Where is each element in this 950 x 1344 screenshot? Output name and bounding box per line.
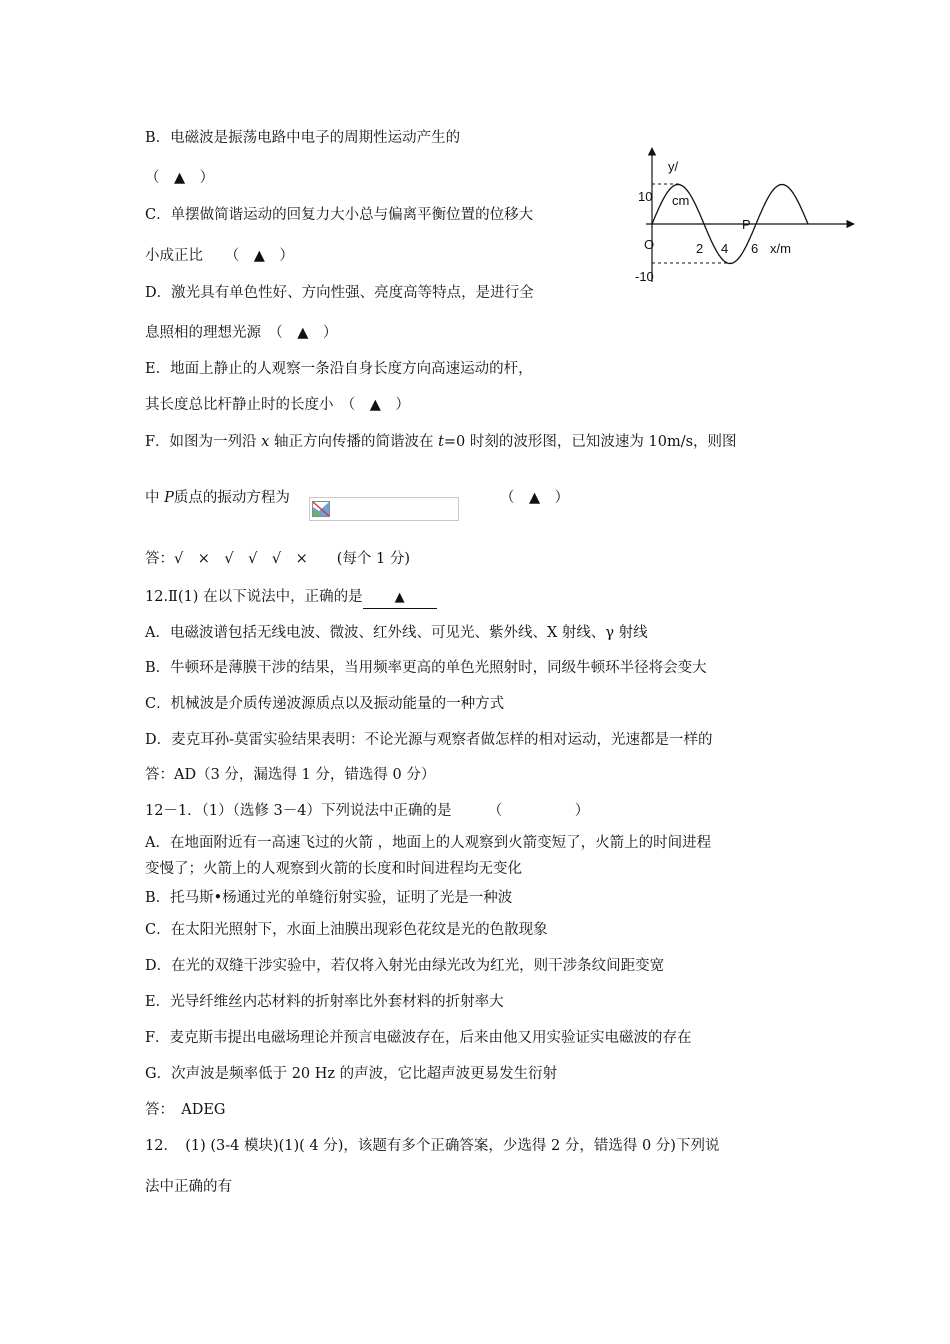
text-line-q2c: C．机械波是介质传递波源质点以及振动能量的一种方式 — [145, 696, 505, 712]
text-line-e2: 其长度总比杆静止时的长度小 （ ▲ ） — [145, 397, 410, 413]
x-axis-label: x/m — [770, 241, 791, 256]
text-line-q3d: D．在光的双缝干涉实验中，若仅将入射光由绿光改为红光，则干涉条纹间距变宽 — [145, 958, 665, 974]
y-tick-10: 10 — [638, 189, 653, 204]
wave-figure — [632, 146, 858, 286]
text-line-q3c: C．在太阳光照射下，水面上油膜出现彩色花纹是光的色散现象 — [145, 922, 548, 938]
x-tick-6: 6 — [751, 241, 759, 256]
question-12-ii-title: 12.Ⅱ(1) 在以下说法中，正确的是 ▲ — [145, 587, 437, 609]
text-line-q2d: D．麦克耳孙-莫雷实验结果表明：不论光源与观察者做怎样的相对运动，光速都是一样的 — [145, 732, 713, 748]
text-line-ans3: 答： ADEG — [145, 1102, 226, 1118]
broken-image-icon — [312, 501, 330, 517]
text-line-q2b: B．牛顿环是薄膜干涉的结果，当用频率更高的单色光照射时，同级牛顿环半径将会变大 — [145, 660, 707, 676]
unit-label: cm — [672, 193, 690, 208]
x-tick-2: 2 — [696, 241, 704, 256]
origin-label: O — [644, 237, 655, 252]
text-line-c2: 小成正比 （ ▲ ） — [145, 248, 294, 264]
text-line-b-ans: （ ▲ ） — [145, 170, 215, 186]
text-line-q3a1: A．在地面附近有一高速飞过的火箭 ，地面上的人观察到火箭变短了，火箭上的时间进程 — [145, 835, 712, 851]
question-f-line-2: 中 P质点的振动方程为 — [145, 490, 290, 506]
text-line-d2: 息照相的理想光源 （ ▲ ） — [145, 325, 338, 341]
text-line-ans1: 答：√ × √ √ √ × (每个 1 分) — [145, 551, 411, 567]
x-tick-4: 4 — [721, 241, 729, 256]
text-line-q3: 12－1．（1）（选修 3－4）下列说法中正确的是 （ ） — [145, 803, 590, 819]
text-line-q4a: 12． (1) (3-4 模块)(1)( 4 分)，该题有多个正确答案，少选得 2 分，错选得 0 分)下列说 — [145, 1138, 720, 1154]
text-line-ans2: 答：AD（3 分，漏选得 1 分，错选得 0 分） — [145, 767, 436, 783]
text-line-q3f: F．麦克斯韦提出电磁场理论并预言电磁波存在，后来由他又用实验证实电磁波的存在 — [145, 1030, 692, 1046]
text-line-q4b: 法中正确的有 — [145, 1179, 232, 1195]
text-line-q3b: B．托马斯•杨通过光的单缝衍射实验，证明了光是一种波 — [145, 890, 513, 906]
point-p-label: P — [742, 217, 751, 232]
text-line-q3a2: 变慢了；火箭上的人观察到火箭的长度和时间进程均无变化 — [145, 861, 522, 877]
y-tick-neg10: -10 — [635, 269, 654, 284]
text-line-q2a: A．电磁波谱包括无线电波、微波、红外线、可见光、紫外线、X 射线、γ 射线 — [145, 625, 648, 641]
y-axis-label: y/ — [668, 159, 679, 174]
broken-image — [309, 497, 459, 521]
question-f-answer-slot: （ ▲ ） — [500, 490, 570, 506]
question-f-line-1: F．如图为一列沿 x 轴正方向传播的简谐波在 t=0 时刻的波形图，已知波速为 10m/s，则图 — [145, 434, 737, 450]
text-line-e1: E．地面上静止的人观察一条沿自身长度方向高速运动的杆， — [145, 361, 533, 377]
text-line-q3g: G．次声波是频率低于 20 Hz 的声波，它比超声波更易发生衍射 — [145, 1066, 558, 1082]
text-line-q3e: E．光导纤维丝内芯材料的折射率比外套材料的折射率大 — [145, 994, 504, 1010]
text-line-c1: C．单摆做简谐运动的回复力大小总与偏离平衡位置的位移大 — [145, 207, 534, 223]
text-line-d1: D．激光具有单色性好、方向性强、亮度高等特点，是进行全 — [145, 285, 534, 301]
text-line-b: B．电磁波是振荡电路中电子的周期性运动产生的 — [145, 130, 461, 146]
